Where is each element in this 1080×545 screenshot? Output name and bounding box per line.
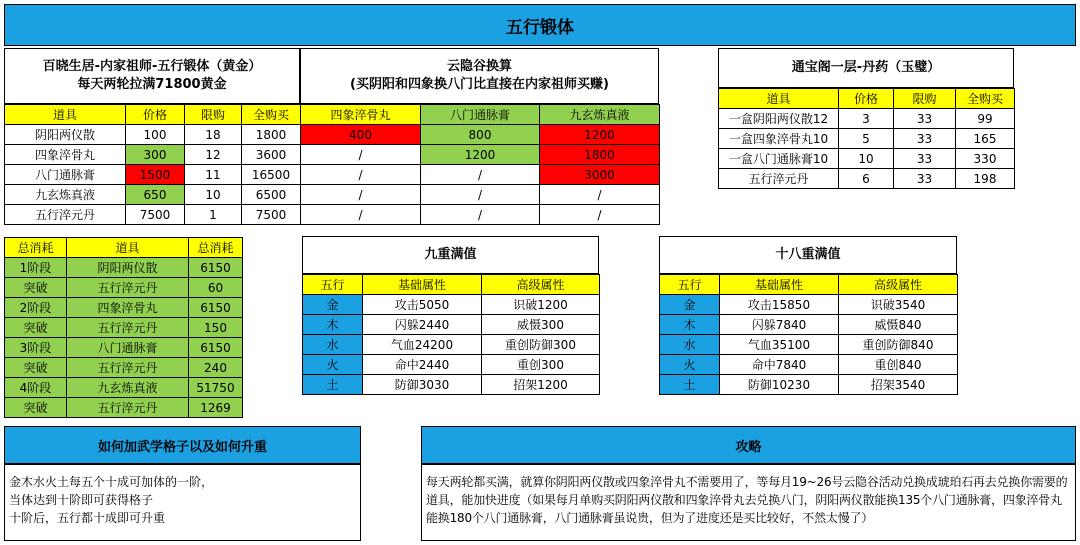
table-cell: 四象淬骨丸 bbox=[5, 145, 126, 165]
table-cell: 五行淬元丹 bbox=[67, 398, 189, 418]
col-header: 高级属性 bbox=[839, 275, 958, 295]
table-cell: 威慑840 bbox=[839, 315, 958, 335]
table-cell: 五行淬元丹 bbox=[67, 358, 189, 378]
table-row bbox=[5, 338, 243, 358]
table-row bbox=[303, 375, 600, 395]
table-cell: / bbox=[540, 205, 660, 225]
table-cell: 招架3540 bbox=[839, 375, 958, 395]
table-row bbox=[5, 125, 301, 145]
element-cell: 水 bbox=[303, 335, 363, 355]
element-cell: 金 bbox=[303, 295, 363, 315]
table-row bbox=[303, 355, 600, 375]
table-cell: 1阶段 bbox=[5, 258, 67, 278]
table-row bbox=[5, 378, 243, 398]
table-cell: 攻击15850 bbox=[720, 295, 839, 315]
table-header-row bbox=[301, 105, 660, 125]
col-header: 限购 bbox=[185, 105, 242, 125]
table-row bbox=[660, 355, 958, 375]
table-row bbox=[5, 258, 243, 278]
table-row bbox=[301, 145, 660, 165]
table-row bbox=[301, 205, 660, 225]
exchange-table bbox=[300, 104, 660, 225]
table-cell: 五行淬元丹 bbox=[719, 169, 839, 189]
table-cell: 突破 bbox=[5, 278, 67, 298]
consume-table bbox=[4, 237, 243, 418]
table-cell: 33 bbox=[894, 169, 956, 189]
table-cell: / bbox=[421, 165, 540, 185]
table-cell: 1800 bbox=[242, 125, 301, 145]
table-cell: 198 bbox=[956, 169, 1015, 189]
col-header: 九玄炼真液 bbox=[540, 105, 660, 125]
left-header-line1: 百晓生居-内家祖师-五行锻体（黄金） bbox=[42, 59, 262, 74]
table-row bbox=[301, 185, 660, 205]
table-row bbox=[660, 335, 958, 355]
table-cell: 3600 bbox=[242, 145, 301, 165]
table-row bbox=[719, 129, 1015, 149]
table-row bbox=[719, 109, 1015, 129]
table-cell: 突破 bbox=[5, 318, 67, 338]
table-cell: 威慑300 bbox=[482, 315, 600, 335]
table-row bbox=[719, 149, 1015, 169]
table-cell: 6150 bbox=[189, 258, 243, 278]
right-header-line1: 通宝阁一层-丹药（玉璧） bbox=[791, 60, 941, 75]
col-header: 限购 bbox=[894, 89, 956, 109]
table-row bbox=[5, 205, 301, 225]
col-header: 高级属性 bbox=[482, 275, 600, 295]
table-cell: 6150 bbox=[189, 338, 243, 358]
table-cell: / bbox=[301, 185, 421, 205]
col-header: 价格 bbox=[126, 105, 185, 125]
table-cell: 闪躲7840 bbox=[720, 315, 839, 335]
table-header-row bbox=[5, 105, 301, 125]
table-cell: 400 bbox=[301, 125, 421, 145]
pill-table bbox=[718, 88, 1015, 189]
table-cell: 150 bbox=[189, 318, 243, 338]
col-header: 全购买 bbox=[956, 89, 1015, 109]
table-header-row bbox=[719, 89, 1015, 109]
nine-table-title: 九重满值 bbox=[302, 236, 599, 274]
table-cell: 一盒八门通脉膏10 bbox=[719, 149, 839, 169]
table-cell: 防御3030 bbox=[363, 375, 482, 395]
howto-line: 当体达到十阶即可获得格子 bbox=[9, 493, 154, 507]
table-cell: 防御10230 bbox=[720, 375, 839, 395]
table-cell: 165 bbox=[956, 129, 1015, 149]
col-header: 五行 bbox=[303, 275, 363, 295]
table-cell: 60 bbox=[189, 278, 243, 298]
element-cell: 木 bbox=[303, 315, 363, 335]
table-row bbox=[660, 295, 958, 315]
table-cell: 800 bbox=[421, 125, 540, 145]
guide-title: 攻略 bbox=[421, 426, 1076, 464]
table-cell: 闪躲2440 bbox=[363, 315, 482, 335]
table-cell: 四象淬骨丸 bbox=[67, 298, 189, 318]
table-cell: 八门通脉膏 bbox=[67, 338, 189, 358]
table-cell: 4阶段 bbox=[5, 378, 67, 398]
price-table bbox=[4, 104, 301, 225]
howto-line: 金木水火土每五个十成可加体的一阶， bbox=[9, 475, 214, 489]
table-cell: 1 bbox=[185, 205, 242, 225]
left-header-line2: 每天两轮拉满71800黄金 bbox=[77, 77, 227, 92]
table-cell: 识破3540 bbox=[839, 295, 958, 315]
element-cell: 土 bbox=[660, 375, 720, 395]
table-cell: 1200 bbox=[421, 145, 540, 165]
table-cell: 阴阳两仪散 bbox=[5, 125, 126, 145]
eighteen-table bbox=[659, 274, 958, 395]
table-cell: 5 bbox=[839, 129, 894, 149]
table-cell: / bbox=[301, 145, 421, 165]
table-cell: 7500 bbox=[126, 205, 185, 225]
table-cell: 33 bbox=[894, 149, 956, 169]
col-header: 全购买 bbox=[242, 105, 301, 125]
table-cell: 18 bbox=[185, 125, 242, 145]
table-cell: 五行淬元丹 bbox=[67, 318, 189, 338]
eighteen-table-title: 十八重满值 bbox=[659, 236, 957, 274]
nine-table bbox=[302, 274, 600, 395]
table-cell: 攻击5050 bbox=[363, 295, 482, 315]
table-row bbox=[5, 398, 243, 418]
table-cell: 10 bbox=[185, 185, 242, 205]
col-header: 基础属性 bbox=[720, 275, 839, 295]
table-row bbox=[303, 315, 600, 335]
col-header: 四象淬骨丸 bbox=[301, 105, 421, 125]
table-cell: 240 bbox=[189, 358, 243, 378]
col-header: 道具 bbox=[67, 238, 189, 258]
table-cell: 51750 bbox=[189, 378, 243, 398]
table-cell: 3000 bbox=[540, 165, 660, 185]
left-section-header bbox=[4, 48, 300, 104]
table-row bbox=[301, 125, 660, 145]
col-header: 八门通脉膏 bbox=[421, 105, 540, 125]
table-row bbox=[303, 295, 600, 315]
table-row bbox=[5, 145, 301, 165]
table-cell: 11 bbox=[185, 165, 242, 185]
table-header-row bbox=[303, 275, 600, 295]
table-cell: 33 bbox=[894, 129, 956, 149]
table-cell: 650 bbox=[126, 185, 185, 205]
table-row bbox=[5, 278, 243, 298]
table-cell: 五行淬元丹 bbox=[5, 205, 126, 225]
table-cell: 6150 bbox=[189, 298, 243, 318]
table-cell: 突破 bbox=[5, 358, 67, 378]
col-header: 五行 bbox=[660, 275, 720, 295]
table-cell: 100 bbox=[126, 125, 185, 145]
table-cell: 命中7840 bbox=[720, 355, 839, 375]
guide-text: 每天两轮都买满，就算你阴阳两仪散或四象淬骨丸不需要用了，等每月19~26号云隐谷活动兑换成琥珀石再去兑换你需要的道具，能加快进度（如果每月单购买阴阳两仪散和四象淬骨丸去兑换八门，阴阳两仪散能换135个八门通脉膏，四象淬骨丸能换180个八门通脉膏，八门通脉膏虽说贵，但为了进度还是买比较好，不然太慢了） bbox=[426, 475, 1068, 525]
element-cell: 土 bbox=[303, 375, 363, 395]
page-title: 五行锻体 bbox=[4, 4, 1076, 46]
table-cell: 7500 bbox=[242, 205, 301, 225]
right-section-header bbox=[718, 48, 1014, 88]
col-header: 基础属性 bbox=[363, 275, 482, 295]
table-cell: 33 bbox=[894, 109, 956, 129]
table-cell: / bbox=[301, 205, 421, 225]
element-cell: 木 bbox=[660, 315, 720, 335]
howto-title: 如何加武学格子以及如何升重 bbox=[4, 426, 361, 464]
table-cell: 12 bbox=[185, 145, 242, 165]
col-header: 总消耗 bbox=[5, 238, 67, 258]
table-cell: 重创防御840 bbox=[839, 335, 958, 355]
table-row bbox=[719, 169, 1015, 189]
element-cell: 水 bbox=[660, 335, 720, 355]
table-cell: 气血24200 bbox=[363, 335, 482, 355]
table-row bbox=[301, 165, 660, 185]
table-cell: 重创840 bbox=[839, 355, 958, 375]
table-cell: 识破1200 bbox=[482, 295, 600, 315]
table-row bbox=[660, 315, 958, 335]
table-row bbox=[5, 165, 301, 185]
howto-panel bbox=[4, 464, 361, 541]
table-row bbox=[5, 318, 243, 338]
table-cell: 重创防御300 bbox=[482, 335, 600, 355]
table-cell: 命中2440 bbox=[363, 355, 482, 375]
table-row bbox=[5, 358, 243, 378]
table-cell: 2阶段 bbox=[5, 298, 67, 318]
table-cell: 300 bbox=[126, 145, 185, 165]
table-row bbox=[5, 185, 301, 205]
col-header: 道具 bbox=[5, 105, 126, 125]
table-cell: 突破 bbox=[5, 398, 67, 418]
table-cell: 10 bbox=[839, 149, 894, 169]
table-cell: 九玄炼真液 bbox=[5, 185, 126, 205]
mid-header-line2: (买阴阳和四象换八门比直接在内家祖师买赚) bbox=[350, 77, 609, 92]
table-cell: 16500 bbox=[242, 165, 301, 185]
element-cell: 火 bbox=[303, 355, 363, 375]
table-cell: 阴阳两仪散 bbox=[67, 258, 189, 278]
table-row bbox=[303, 335, 600, 355]
table-cell: 6 bbox=[839, 169, 894, 189]
table-cell: 99 bbox=[956, 109, 1015, 129]
table-cell: / bbox=[301, 165, 421, 185]
table-cell: 八门通脉膏 bbox=[5, 165, 126, 185]
table-cell: 1500 bbox=[126, 165, 185, 185]
table-cell: / bbox=[421, 185, 540, 205]
table-cell: 招架1200 bbox=[482, 375, 600, 395]
table-cell: 6500 bbox=[242, 185, 301, 205]
table-cell: 3 bbox=[839, 109, 894, 129]
table-header-row bbox=[5, 238, 243, 258]
mid-header-line1: 云隐谷换算 bbox=[446, 59, 512, 74]
col-header: 总消耗 bbox=[189, 238, 243, 258]
table-row bbox=[660, 375, 958, 395]
element-cell: 金 bbox=[660, 295, 720, 315]
element-cell: 火 bbox=[660, 355, 720, 375]
table-header-row bbox=[660, 275, 958, 295]
table-cell: 一盒阴阳两仪散12 bbox=[719, 109, 839, 129]
table-cell: / bbox=[421, 205, 540, 225]
table-cell: 重创300 bbox=[482, 355, 600, 375]
howto-line: 十阶后，五行都十成即可升重 bbox=[9, 511, 166, 525]
table-row bbox=[5, 298, 243, 318]
table-cell: 1269 bbox=[189, 398, 243, 418]
table-cell: 330 bbox=[956, 149, 1015, 169]
col-header: 价格 bbox=[839, 89, 894, 109]
guide-panel bbox=[421, 464, 1076, 541]
mid-section-header bbox=[300, 48, 659, 104]
table-cell: 一盒四象淬骨丸10 bbox=[719, 129, 839, 149]
table-cell: / bbox=[540, 185, 660, 205]
col-header: 道具 bbox=[719, 89, 839, 109]
table-cell: 1800 bbox=[540, 145, 660, 165]
table-cell: 3阶段 bbox=[5, 338, 67, 358]
table-cell: 气血35100 bbox=[720, 335, 839, 355]
table-cell: 1200 bbox=[540, 125, 660, 145]
table-cell: 五行淬元丹 bbox=[67, 278, 189, 298]
table-cell: 九玄炼真液 bbox=[67, 378, 189, 398]
